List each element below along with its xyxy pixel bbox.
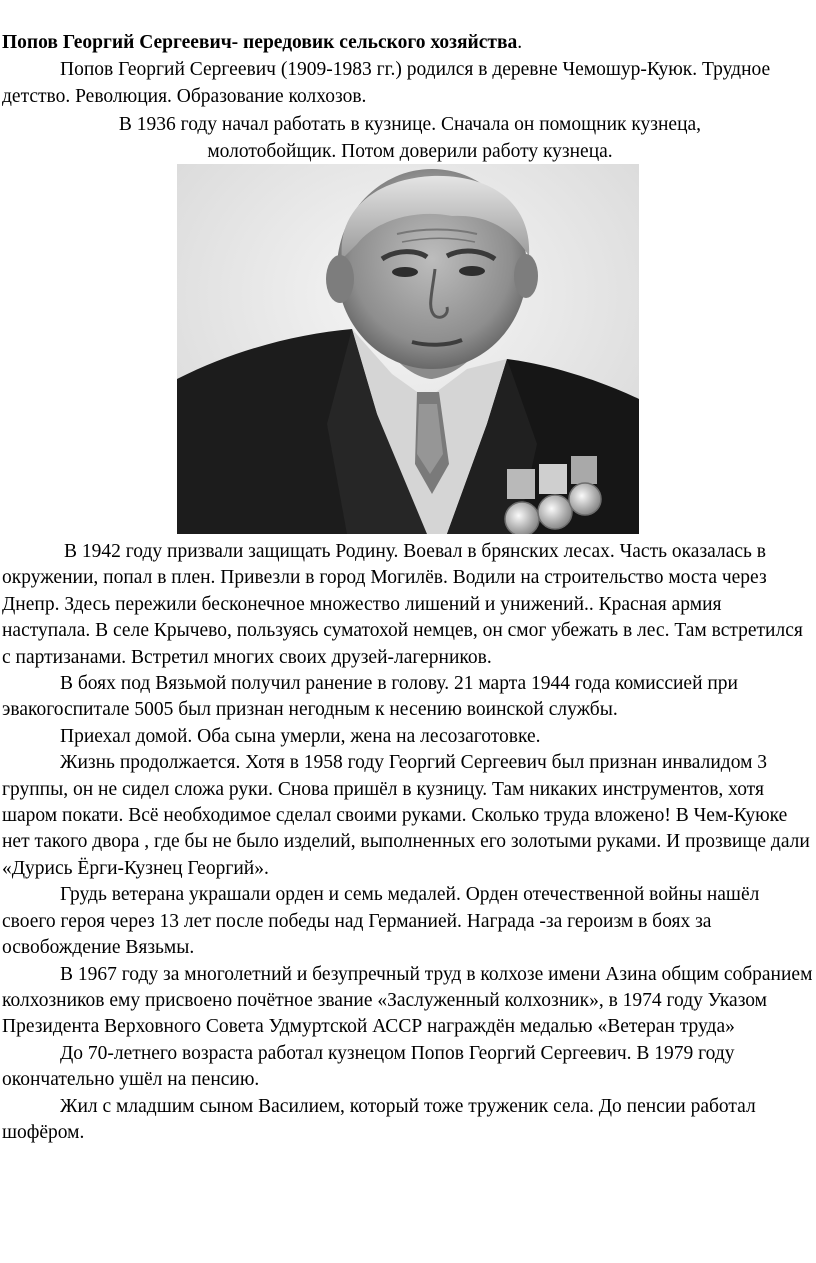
paragraph-war: В 1942 году призвали защищать Родину. Воевал в брянских лесах. Часть оказалась в окружении, попал в плен. Привезли в город Могилёв. Водили на строительство моста через Днепр. Здесь пережили бесконечное множество лишений и унижений.. Красная армия наступала. В селе Крычево, пользуясь суматохой немцев, он смог убежать в лес. Там встретился с партизанами. Встретил многих своих друзей-лагерников. xyxy=(2,541,803,668)
paragraph-return: Приехал домой. Оба сына умерли, жена на лесозаготовке. xyxy=(60,725,541,747)
title-tail-text: . xyxy=(517,32,523,53)
paragraph-life: Жизнь продолжается. Хотя в 1958 году Георгий Сергеевич был признан инвалидом 3 группы, он не сидел сложа руки. Снова пришёл в кузницу. Там никаких инструментов, хотя шаром покати. Всё необходимое сделал своими руками. Сколько труда вложено! В Чем-Куюке нет такого двора , где бы не было изделий, выполненных его золотыми руками. И прозвище дали «Дурись Ёрги-Кузнец Георгий». xyxy=(2,752,810,879)
intro-paragraph-birth: Попов Георгий Сергеевич (1909-1983 гг.) родился в деревне Чемошур-Куюк. Трудное детство. Революция. Образование колхозов. xyxy=(2,59,771,107)
document-title xyxy=(2,30,812,56)
portrait-photo xyxy=(177,164,639,534)
title-bold-text: Попов Георгий Сергеевич- передовик сельского хозяйства xyxy=(2,32,518,53)
paragraph-family: Жил с младшим сыном Василием, который тоже труженик села. До пенсии работал шофёром. xyxy=(2,1095,756,1143)
paragraph-retirement: До 70-летнего возраста работал кузнецом Попов Георгий Сергеевич. В 1979 году окончательно ушёл на пенсию. xyxy=(2,1042,735,1091)
paragraph-honors: В 1967 году за многолетний и безупречный труд в колхозе имени Азина общим собранием колхозников ему присвоено почётное звание «Заслуженный колхозник», в 1974 году Указом Президента Верховного Совета Удмуртской АССР награждён медалью «Ветеран труда» xyxy=(2,963,813,1038)
intro-paragraph-work: В 1936 году начал работать в кузнице. Сначала он помощник кузнеца, молотобойщик. Потом доверили работу кузнеца. xyxy=(118,114,702,162)
biography-text xyxy=(2,539,813,1146)
portrait-image xyxy=(177,164,639,534)
paragraph-awards: Грудь ветерана украшали орден и семь медалей. Орден отечественной войны нашёл своего героя через 13 лет после победы над Германией. Награда -за героизм в боях за освобождение Вязьмы. xyxy=(2,884,760,959)
paragraph-wound: В боях под Вязьмой получил ранение в голову. 21 марта 1944 года комиссией при эвакогоспитале 5005 был признан негодным к несению воинской службы. xyxy=(2,673,738,721)
